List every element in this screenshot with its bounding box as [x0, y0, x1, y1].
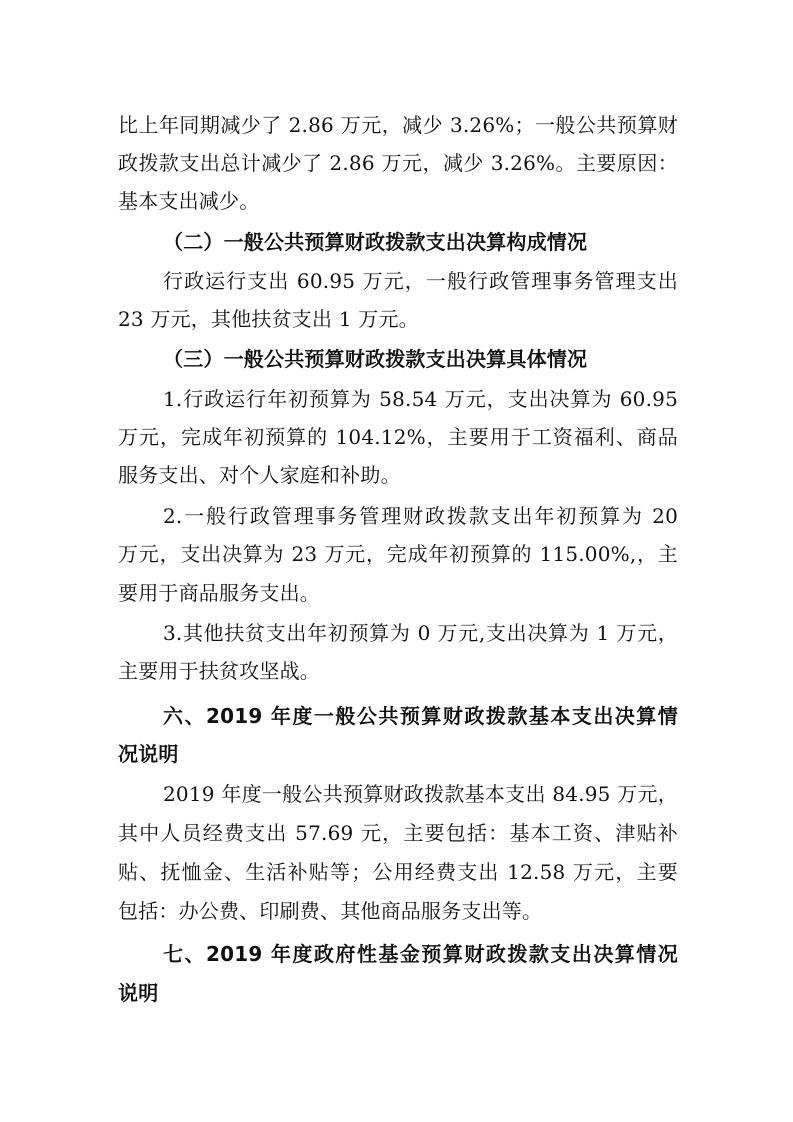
body-text-line: 政拨款支出总计减少了 2.86 万元，减少 3.26%。主要原因：	[118, 151, 678, 175]
section-subheading: （三）一般公共预算财政拨款支出决算具体情况	[163, 347, 588, 371]
body-text-line: 基本支出减少。	[118, 189, 260, 213]
section-heading: 七、2019 年度政府性基金预算财政拨款支出决算情况	[163, 942, 678, 966]
section-heading: 说明	[118, 981, 159, 1005]
body-text-line: 包括：办公费、印刷费、其他商品服务支出等。	[118, 899, 543, 923]
body-text-line: 2.一般行政管理事务管理财政拨款支出年初预算为 20	[163, 504, 678, 528]
body-text-line: 比上年同期减少了 2.86 万元，减少 3.26%；一般公共预算财	[118, 113, 678, 137]
body-text-line: 行政运行支出 60.95 万元，一般行政管理事务管理支出	[163, 269, 678, 293]
body-text-line: 要用于商品服务支出。	[118, 581, 320, 605]
body-text-line: 1.行政运行年初预算为 58.54 万元，支出决算为 60.95	[163, 387, 678, 411]
section-heading: 况说明	[118, 742, 179, 766]
body-text-line: 主要用于扶贫攻坚战。	[118, 659, 320, 683]
body-text-line: 服务支出、对个人家庭和补助。	[118, 463, 401, 487]
section-heading: 六、2019 年度一般公共预算财政拨款基本支出决算情	[163, 704, 678, 728]
body-text-line: 23 万元，其他扶贫支出 1 万元。	[118, 307, 419, 331]
section-subheading: （二）一般公共预算财政拨款支出决算构成情况	[163, 230, 588, 254]
body-text-line: 万元，完成年初预算的 104.12%，主要用于工资福利、商品	[118, 425, 678, 449]
body-text-line: 其中人员经费支出 57.69 元，主要包括：基本工资、津贴补	[118, 821, 678, 845]
body-text-line: 贴、抚恤金、生活补贴等；公用经费支出 12.58 万元，主要	[118, 860, 678, 884]
body-text-line: 3.其他扶贫支出年初预算为 0 万元,支出决算为 1 万元，	[163, 621, 678, 645]
body-text-line: 万元，支出决算为 23 万元，完成年初预算的 115.00%,，主	[118, 542, 678, 566]
body-text-line: 2019 年度一般公共预算财政拨款基本支出 84.95 万元，	[163, 782, 678, 806]
